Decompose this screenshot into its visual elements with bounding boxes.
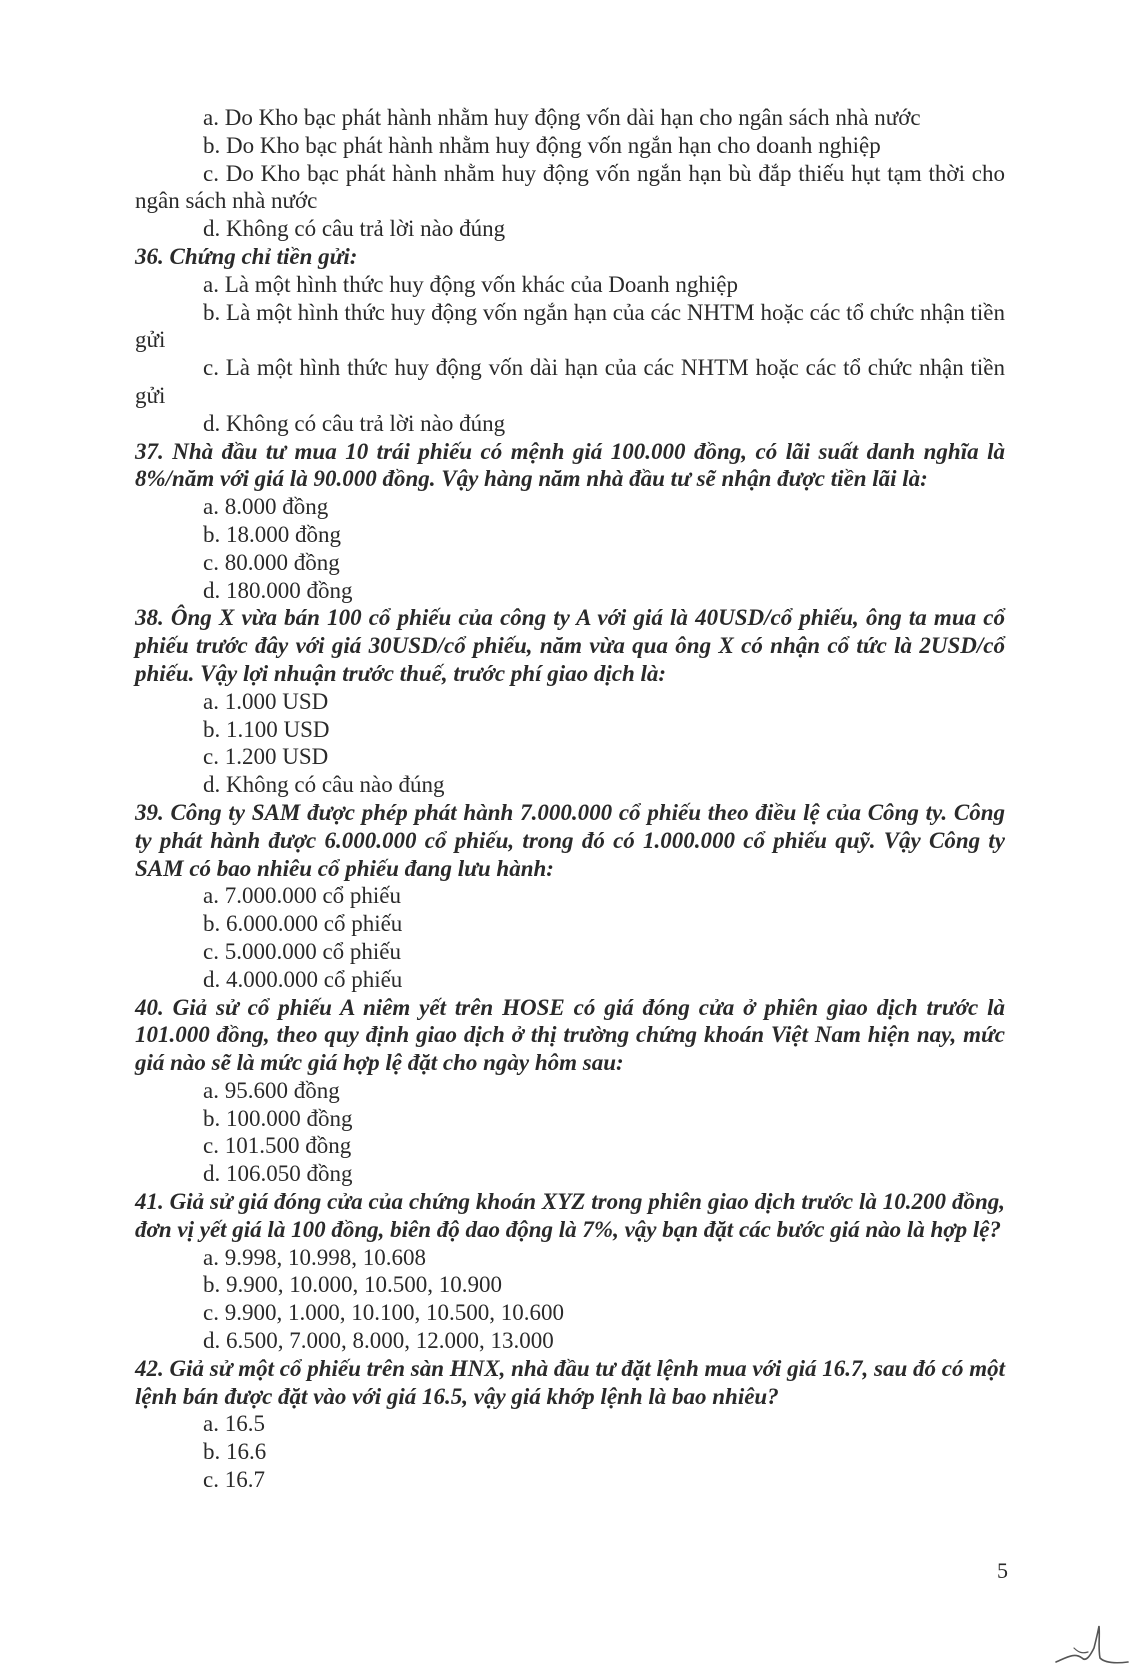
q39-option-a: a. 7.000.000 cổ phiếu xyxy=(203,883,402,909)
q40-option-d: d. 106.050 đồng xyxy=(203,1161,353,1187)
q35-option-d: d. Không có câu trả lời nào đúng xyxy=(203,216,506,242)
q40-option-a: a. 95.600 đồng xyxy=(203,1077,340,1103)
q35-option-a: a. Do Kho bạc phát hành nhằm huy động vốn dài hạn cho ngân sách nhà nước xyxy=(203,105,921,130)
q36-option-b: b. Là một hình thức huy động vốn ngắn hạn của các NHTM hoặc các tổ chức nhận tiền gửi xyxy=(135,299,1005,353)
q37-option-c: c. 80.000 đồng xyxy=(203,549,340,575)
q37-option-b: b. 18.000 đồng xyxy=(203,521,341,547)
question-37-text: 37. Nhà đầu tư mua 10 trái phiếu có mệnh giá 100.000 đồng, có lãi suất danh nghĩa là 8%/năm với giá là 90.000 đồng. Vậy hàng năm nhà đầu tư sẽ nhận được tiền lãi là: xyxy=(135,438,1005,492)
q42-option-a: a. 16.5 xyxy=(203,1411,265,1437)
question-39-text: 39. Công ty SAM được phép phát hành 7.000.000 cổ phiếu theo điều lệ của Công ty. Công ty phát hành được 6.000.000 cổ phiếu, trong đó có 1.000.000 cổ phiếu quỹ. Vậy Công ty SAM có bao nhiêu cổ phiếu đang lưu hành: xyxy=(135,799,1005,881)
q41-option-b: b. 9.900, 10.000, 10.500, 10.900 xyxy=(203,1272,502,1298)
question-38-text: 38. Ông X vừa bán 100 cổ phiếu của công ty A với giá là 40USD/cổ phiếu, ông ta mua cổ phiếu trước đây với giá 30USD/cổ phiếu, năm vừa qua ông X có nhận cổ tức là 2USD/cổ phiếu. Vậy lợi nhuận trước thuế, trước phí giao dịch là: xyxy=(135,605,1005,686)
q36-option-c: c. Là một hình thức huy động vốn dài hạn của các NHTM hoặc các tổ chức nhận tiền gửi xyxy=(135,355,1005,408)
q40-option-c: c. 101.500 đồng xyxy=(203,1133,352,1159)
q40-option-b: b. 100.000 đồng xyxy=(203,1105,353,1131)
q41-option-c: c. 9.900, 1.000, 10.100, 10.500, 10.600 xyxy=(203,1300,564,1326)
question-36-text: 36. Chứng chỉ tiền gửi: xyxy=(135,243,358,269)
question-41-text: 41. Giả sử giá đóng cửa của chứng khoán XYZ trong phiên giao dịch trước là 10.200 đồng, đơn vị yết giá là 100 đồng, biên độ dao động là 7%, vậy bạn đặt các bước giá nào là hợp lệ? xyxy=(135,1189,1005,1242)
q37-option-d: d. 180.000 đồng xyxy=(203,577,353,603)
q38-option-c: c. 1.200 USD xyxy=(203,744,329,770)
question-42-text: 42. Giả sử một cổ phiếu trên sàn HNX, nhà đầu tư đặt lệnh mua với giá 16.7, sau đó có một lệnh bán được đặt vào với giá 16.5, vậy giá khớp lệnh là bao nhiêu? xyxy=(135,1355,1005,1409)
q36-option-a: a. Là một hình thức huy động vốn khác của Doanh nghiệp xyxy=(203,271,738,297)
question-40-text: 40. Giả sử cổ phiếu A niêm yết trên HOSE có giá đóng cửa ở phiên giao dịch trước là 101.000 đồng, theo quy định giao dịch ở thị trường chứng khoán Việt Nam hiện nay, mức giá nào sẽ là mức giá hợp lệ đặt cho ngày hôm sau: xyxy=(135,994,1005,1076)
q36-option-d: d. Không có câu trả lời nào đúng xyxy=(203,410,506,436)
q41-option-d: d. 6.500, 7.000, 8.000, 12.000, 13.000 xyxy=(203,1328,554,1354)
q39-option-c: c. 5.000.000 cổ phiếu xyxy=(203,938,402,964)
page-number: 5 xyxy=(997,1558,1008,1583)
q38-option-d: d. Không có câu nào đúng xyxy=(203,772,445,798)
q39-option-b: b. 6.000.000 cổ phiếu xyxy=(203,911,403,937)
exam-page-content xyxy=(135,104,1005,1494)
q35-option-b: b. Do Kho bạc phát hành nhằm huy động vốn ngắn hạn cho doanh nghiệp xyxy=(203,132,881,158)
q42-option-b: b. 16.6 xyxy=(203,1439,267,1465)
q39-option-d: d. 4.000.000 cổ phiếu xyxy=(203,966,403,992)
q38-option-a: a. 1.000 USD xyxy=(203,688,329,714)
q41-option-a: a. 9.998, 10.998, 10.608 xyxy=(203,1244,426,1270)
signature-mark xyxy=(1052,1618,1132,1673)
q35-option-c: c. Do Kho bạc phát hành nhằm huy động vốn ngắn hạn bù đắp thiếu hụt tạm thời cho ngân sách nhà nước xyxy=(135,160,1005,214)
q37-option-a: a. 8.000 đồng xyxy=(203,494,329,520)
q38-option-b: b. 1.100 USD xyxy=(203,716,330,742)
q42-option-c: c. 16.7 xyxy=(203,1467,265,1493)
